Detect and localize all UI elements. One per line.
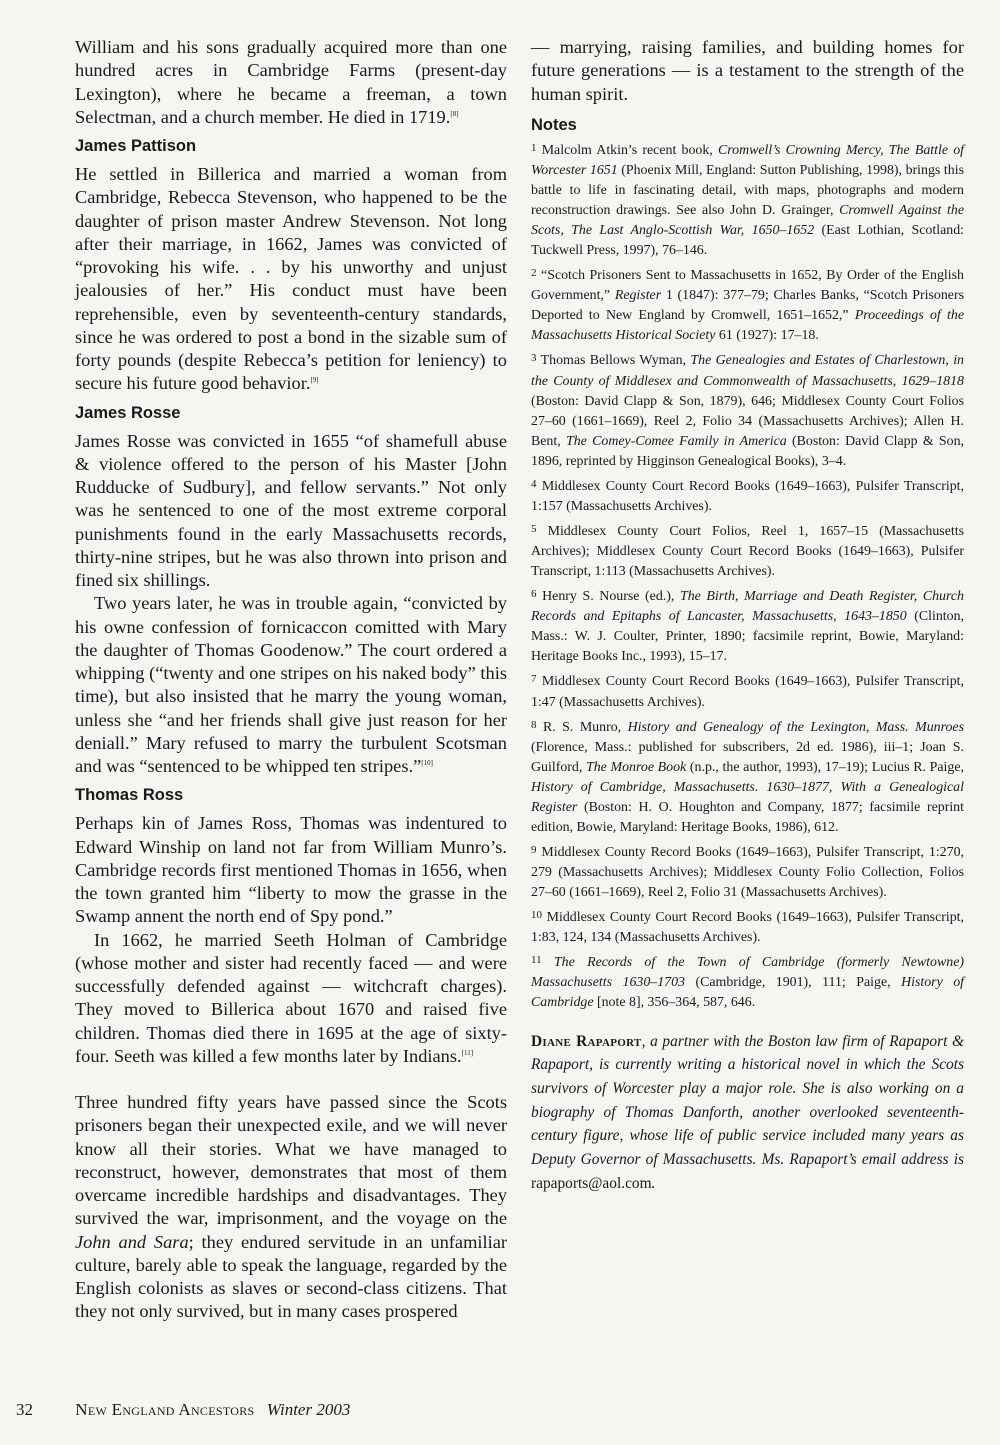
note-text: (Boston: David Clapp & Son, 1896, reprinted by Higginson Genealogical Books), 3–4. [531,433,964,469]
footnote-ref[interactable]: [9] [310,376,319,385]
paragraph-text: In 1662, he married Seeth Holman of Cambridge (whose mother and sister had recently faced — and were successfully defended against — witchcraft charges). They moved to Billerica about 1670 and raised five children. Thomas died there in 1695 at the age of sixty-four. Seeth was killed a few months later by Indians. [75,929,507,1066]
paragraph: James Rosse was convicted in 1655 “of shamefull abuse & violence offered to the person of his Master [John Rudducke of Sudbury], and fellow servants.” Not only was he sentenced to one of the most extreme corporal punishments found in the early Massachusetts records, thirty-nine stripes, but he was also thrown into prison and fined six shillings. [75,430,507,590]
note-title: The Birth, Marriage and Death Register, Church Records and Epitaphs of Lancaster, Massachusetts, 1643–1850 [531,589,964,625]
note-text: [note 8], 356–364, 587, 646. [593,995,756,1011]
section-heading-james-pattison: James Pattison [75,137,197,155]
paragraph: Perhaps kin of James Ross, Thomas was indentured to Edward Winship on land not far from William Munro’s. Cambridge records first mentioned Thomas in 1656, when the town granted him “liberty to mow the grasse in the Swamp annent the north end of Spy pond.” [75,813,507,927]
paragraph [75,929,507,1069]
notes-list [531,141,964,1014]
note-title: History and Genealogy of the Lexington, Mass. Munroes [627,719,964,735]
notes-heading: Notes [531,115,577,134]
note-text: (Florence, Mass.: published for subscribers, 2d ed. 1986), iii–1; Joan S. Guilford, [531,739,964,775]
page-footer [16,1400,350,1420]
note-text: 1 (1847): 377–79; Charles Banks, “Scotch Prisoners Deported to New England by Cromwell, 1651–1652,” [531,288,965,324]
note-item [531,266,964,346]
note-text: (n.p., the author, 1993), 17–19); Lucius R. Paige, [686,759,964,775]
note-number: 5 [531,523,537,535]
note-number: 6 [531,588,537,601]
note-title: Cromwell’s Crowning Mercy, The Battle of Worcester 1651 [531,142,965,178]
note-text: Middlesex County Court Record Books (1649–1663), Pulsifer Transcript, 1:47 (Massachusetts Archives). [531,674,964,710]
right-column [531,36,964,1195]
note-item [531,141,964,262]
note-text: Middlesex County Court Folios, Reel 1, 1657–15 (Massachusetts Archives); Middlesex County Court Record Books (1649–1663), Pulsifer Transcript, 1:113 (Massachusetts Archives). [531,524,964,580]
note-text: “Scotch Prisoners Sent to Massachusetts in 1652, By Order of the English Government,” [531,268,964,304]
note-item [531,587,964,667]
bio-end: . [651,1174,656,1192]
section-heading-thomas-ross: Thomas Ross [75,786,184,805]
note-text: (Phoenix Mill, England: Sutton Publishing, 1998), brings this battle to life in fascinating detail, with maps, photographs and modern reconstruction drawings. See also John D. Grainger, [531,162,964,219]
author-name: Diane Rapaport [531,1032,642,1050]
note-number: 4 [531,477,537,490]
paragraph: — marrying, raising families, and building homes for future generations — is a testament to the strength of the human spirit. [531,37,964,104]
note-item [531,718,964,839]
section-heading-james-rosse: James Rosse [75,403,181,422]
note-item [531,351,964,472]
footnote-ref[interactable]: [10] [421,759,433,767]
paragraph [75,163,507,396]
note-number: 9 [531,843,537,856]
note-text: Malcolm Atkin’s recent book, [541,142,718,158]
paragraph [75,1091,507,1324]
note-text: 61 (1927): 17–18. [715,328,819,344]
author-email-link[interactable]: rapaports@aol.com [531,1174,652,1192]
note-number: 10 [531,909,542,922]
note-title: Cromwell Against the Scots, The Last Anglo-Scottish War, 1650–1652 [531,203,965,239]
footnote-ref[interactable]: [11] [461,1048,474,1057]
note-number: 7 [531,673,537,686]
note-text: Thomas Bellows Wyman, [540,353,691,369]
note-item [531,477,964,517]
note-text: Henry S. Nourse (ed.), [542,589,680,605]
note-text: (Boston: David Clapp & Son, 1879), 646; Middlesex County Court Folios 27–60 (1661–1669), Reel 2, Folio 34 (Massachusetts Archives); Allen H. Bent, [531,393,964,449]
note-title: The Genealogies and Estates of Charlestown, in the County of Middlesex and Commonwealth of Massachusetts, 1629–1818 [531,353,965,389]
footnote-ref[interactable]: [8] [450,109,459,118]
note-title: The Comey-Comee Family in America [566,433,787,449]
paragraph-text: He settled in Billerica and married a woman from Cambridge, Rebecca Stevenson, who happened to be the daughter of prison master Andrew Stevenson. Not long after their marriage, in 1662, James was convicted of “provoking his wife. . . by his unworthy and unjust jealousies of her.” His conduct must have been reprehensible, even by seventeenth-century standards, since he was ordered to post a bond in the sizable sum of forty pounds (despite Rebecca’s petition for leniency) to secure his future good behavior. [75,164,507,394]
note-text: (East Lothian, Scotland: Tuckwell Press, 1997), 76–146. [531,223,964,259]
paragraph-text: ; they endured servitude in an unfamiliar culture, barely able to speak the language, regarded by the English colonists as slaves or second-class citizens. That they not only survived, but in many cases prospered [75,1231,507,1322]
note-title: History of Cambridge [531,975,965,1011]
paragraph-text: William and his sons gradually acquired more than one hundred acres in Cambridge Farms (present-day Lexington), where he became a freeman, a town Selectman, and a church member. He died in 1719. [75,37,507,127]
paragraph [75,592,507,778]
magazine-title: New England Ancestors [75,1400,255,1419]
note-item [531,953,964,1013]
note-number: 3 [531,352,537,365]
note-item [531,843,964,903]
note-item [531,672,964,712]
note-title: Register [614,288,662,304]
note-item [531,908,964,948]
note-text: Middlesex County Court Record Books (1649–1663), Pulsifer Transcript, 1:83, 124, 134 (Massachusetts Archives). [531,910,964,946]
note-number: 8 [531,718,537,731]
paragraph [75,36,507,129]
note-text: (Boston: H. O. Houghton and Company, 1877; facsimile reprint edition, Bowie, Maryland: Heritage Books, 1986), 612. [531,799,964,835]
note-number: 2 [531,267,537,280]
note-text: Middlesex County Court Record Books (1649–1663), Pulsifer Transcript, 1:157 (Massachusetts Archives). [531,478,964,515]
paragraph-text: Three hundred fifty years have passed since the Scots prisoners began their unexpected exile, and we will never know all their stories. What we have managed to reconstruct, however, demonstrates that most of them overcame incredible hardships and disadvantages. They survived the war, imprisonment, and the voyage on the [75,1092,507,1229]
note-text: (Cambridge, 1901), 111; Paige, [685,975,902,991]
paragraph-text: Two years later, he was in trouble again, “convicted by his owne confession of fornicaccon comitted with Mary the daughter of Thomas Goodenow.” The court ordered a whipping (“twenty and one stripes on his naked body” this time), but also insisted that he marry the young woman, unless she “and her friends shall give just reason for her deniall.” Mary refused to marry the turbulent Scotsman and was “sentenced to be whipped ten stripes.” [75,593,507,776]
note-text: Middlesex County Record Books (1649–1663), Pulsifer Transcript, 1:270, 279 (Massachusetts Archives); Middlesex County Folio Collection, Folios 27–60 (1661–1669), Reel 2, Folio 31 (Massachusetts Archives). [531,844,964,901]
note-number: 11 [531,954,542,967]
bio-text: , a partner with the Boston law firm of Rapaport & Rapaport, is currently writing a historical novel in which the Scots survivors of Worcester play a major role. She is also working on a biography of Thomas Danforth, another overlooked seventeenth-century figure, whose life of public service included many years as Deputy Governor of Massachusetts. Ms. Rapaport’s email address is [531,1032,964,1169]
author-bio [531,1030,964,1196]
left-column [75,36,507,1324]
note-title: The Records of the Town of Cambridge (formerly Newtowne) Massachusetts 1630–1703 [531,955,964,991]
page-number: 32 [16,1400,33,1419]
note-title: History of Cambridge, Massachusetts. 1630–1877, With a Genealogical Register [531,779,964,815]
note-text: (Clinton, Mass.: W. J. Coulter, Printer, 1890; facsimile reprint, Bowie, Maryland: Heritage Books Inc., 1993), 15–17. [531,609,965,665]
note-item [531,522,964,582]
note-text: R. S. Munro, [542,719,628,735]
note-title: Proceedings of the Massachusetts Historical Society [531,308,964,344]
note-title: The Monroe Book [586,759,687,775]
note-number: 1 [531,141,537,154]
ship-name: John and Sara [75,1231,189,1252]
section-spacer [75,1068,507,1091]
issue-date: Winter 2003 [266,1400,351,1419]
